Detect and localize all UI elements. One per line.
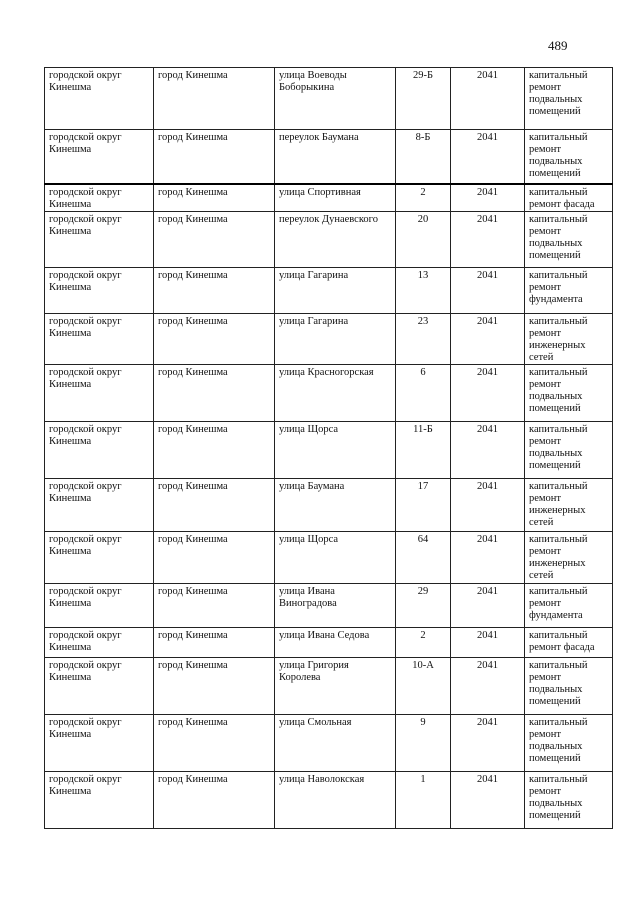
work-type-cell: капитальный ремонт подвальных помещений <box>525 715 613 772</box>
house-number-cell: 17 <box>396 479 451 532</box>
settlement-cell: город Кинешма <box>154 68 275 130</box>
work-type-cell: капитальный ремонт подвальных помещений <box>525 422 613 479</box>
house-number-cell: 2 <box>396 628 451 658</box>
municipality-cell: городской округ Кинешма <box>45 314 154 365</box>
street-cell: улица Щорса <box>275 422 396 479</box>
street-cell: улица Ивана Седова <box>275 628 396 658</box>
work-type-cell: капитальный ремонт инженерных сетей <box>525 532 613 584</box>
municipality-cell: городской округ Кинешма <box>45 584 154 628</box>
street-cell: улица Спортивная <box>275 184 396 212</box>
house-number-cell: 1 <box>396 772 451 829</box>
municipality-cell: городской округ Кинешма <box>45 68 154 130</box>
table-row <box>45 584 613 628</box>
work-type-cell: капитальный ремонт подвальных помещений <box>525 212 613 268</box>
street-cell: улица Красногорская <box>275 365 396 422</box>
house-number-cell: 6 <box>396 365 451 422</box>
municipality-cell: городской округ Кинешма <box>45 715 154 772</box>
house-number-cell: 29-Б <box>396 68 451 130</box>
municipality-cell: городской округ Кинешма <box>45 212 154 268</box>
street-cell: улица Баумана <box>275 479 396 532</box>
year-cell: 2041 <box>451 365 525 422</box>
year-cell: 2041 <box>451 772 525 829</box>
municipality-cell: городской округ Кинешма <box>45 479 154 532</box>
year-cell: 2041 <box>451 422 525 479</box>
settlement-cell: город Кинешма <box>154 130 275 184</box>
table-row <box>45 532 613 584</box>
table-row <box>45 268 613 314</box>
settlement-cell: город Кинешма <box>154 532 275 584</box>
municipality-cell: городской округ Кинешма <box>45 422 154 479</box>
settlement-cell: город Кинешма <box>154 422 275 479</box>
year-cell: 2041 <box>451 68 525 130</box>
year-cell: 2041 <box>451 584 525 628</box>
house-number-cell: 23 <box>396 314 451 365</box>
street-cell: улица Наволокская <box>275 772 396 829</box>
house-number-cell: 2 <box>396 184 451 212</box>
year-cell: 2041 <box>451 184 525 212</box>
table-row <box>45 212 613 268</box>
street-cell: переулок Баумана <box>275 130 396 184</box>
work-type-cell: капитальный ремонт подвальных помещений <box>525 658 613 715</box>
house-number-cell: 13 <box>396 268 451 314</box>
year-cell: 2041 <box>451 130 525 184</box>
house-number-cell: 10-А <box>396 658 451 715</box>
street-cell: улица Щорса <box>275 532 396 584</box>
street-cell: улица Гагарина <box>275 268 396 314</box>
table-row <box>45 314 613 365</box>
house-number-cell: 64 <box>396 532 451 584</box>
work-type-cell: капитальный ремонт фасада <box>525 184 613 212</box>
work-type-cell: капитальный ремонт подвальных помещений <box>525 68 613 130</box>
municipality-cell: городской округ Кинешма <box>45 628 154 658</box>
settlement-cell: город Кинешма <box>154 268 275 314</box>
table-row <box>45 772 613 829</box>
street-cell: улица Смольная <box>275 715 396 772</box>
municipality-cell: городской округ Кинешма <box>45 532 154 584</box>
settlement-cell: город Кинешма <box>154 212 275 268</box>
page-number: 489 <box>548 38 568 53</box>
house-number-cell: 20 <box>396 212 451 268</box>
municipality-cell: городской округ Кинешма <box>45 365 154 422</box>
municipality-cell: городской округ Кинешма <box>45 184 154 212</box>
work-type-cell: капитальный ремонт инженерных сетей <box>525 314 613 365</box>
table-body <box>45 68 613 829</box>
work-type-cell: капитальный ремонт подвальных помещений <box>525 130 613 184</box>
street-cell: улица Воеводы Боборыкина <box>275 68 396 130</box>
municipality-cell: городской округ Кинешма <box>45 130 154 184</box>
table-row <box>45 130 613 184</box>
house-number-cell: 29 <box>396 584 451 628</box>
municipality-cell: городской округ Кинешма <box>45 268 154 314</box>
table-row <box>45 715 613 772</box>
municipality-cell: городской округ Кинешма <box>45 772 154 829</box>
work-type-cell: капитальный ремонт фундамента <box>525 584 613 628</box>
year-cell: 2041 <box>451 715 525 772</box>
year-cell: 2041 <box>451 314 525 365</box>
year-cell: 2041 <box>451 532 525 584</box>
settlement-cell: город Кинешма <box>154 584 275 628</box>
municipality-cell: городской округ Кинешма <box>45 658 154 715</box>
work-type-cell: капитальный ремонт фундамента <box>525 268 613 314</box>
settlement-cell: город Кинешма <box>154 772 275 829</box>
street-cell: улица Ивана Виноградова <box>275 584 396 628</box>
work-type-cell: капитальный ремонт подвальных помещений <box>525 365 613 422</box>
year-cell: 2041 <box>451 658 525 715</box>
settlement-cell: город Кинешма <box>154 314 275 365</box>
settlement-cell: город Кинешма <box>154 479 275 532</box>
table-row <box>45 422 613 479</box>
house-number-cell: 8-Б <box>396 130 451 184</box>
work-type-cell: капитальный ремонт подвальных помещений <box>525 772 613 829</box>
year-cell: 2041 <box>451 479 525 532</box>
settlement-cell: город Кинешма <box>154 184 275 212</box>
table-row <box>45 628 613 658</box>
settlement-cell: город Кинешма <box>154 628 275 658</box>
work-type-cell: капитальный ремонт инженерных сетей <box>525 479 613 532</box>
settlement-cell: город Кинешма <box>154 715 275 772</box>
year-cell: 2041 <box>451 628 525 658</box>
house-number-cell: 11-Б <box>396 422 451 479</box>
work-type-cell: капитальный ремонт фасада <box>525 628 613 658</box>
house-number-cell: 9 <box>396 715 451 772</box>
street-cell: улица Григория Королева <box>275 658 396 715</box>
housing-repair-table <box>44 67 613 829</box>
year-cell: 2041 <box>451 212 525 268</box>
table-row <box>45 184 613 212</box>
street-cell: улица Гагарина <box>275 314 396 365</box>
settlement-cell: город Кинешма <box>154 658 275 715</box>
street-cell: переулок Дунаевского <box>275 212 396 268</box>
table-row <box>45 68 613 130</box>
table-row <box>45 365 613 422</box>
table-row <box>45 479 613 532</box>
year-cell: 2041 <box>451 268 525 314</box>
table-row <box>45 658 613 715</box>
settlement-cell: город Кинешма <box>154 365 275 422</box>
